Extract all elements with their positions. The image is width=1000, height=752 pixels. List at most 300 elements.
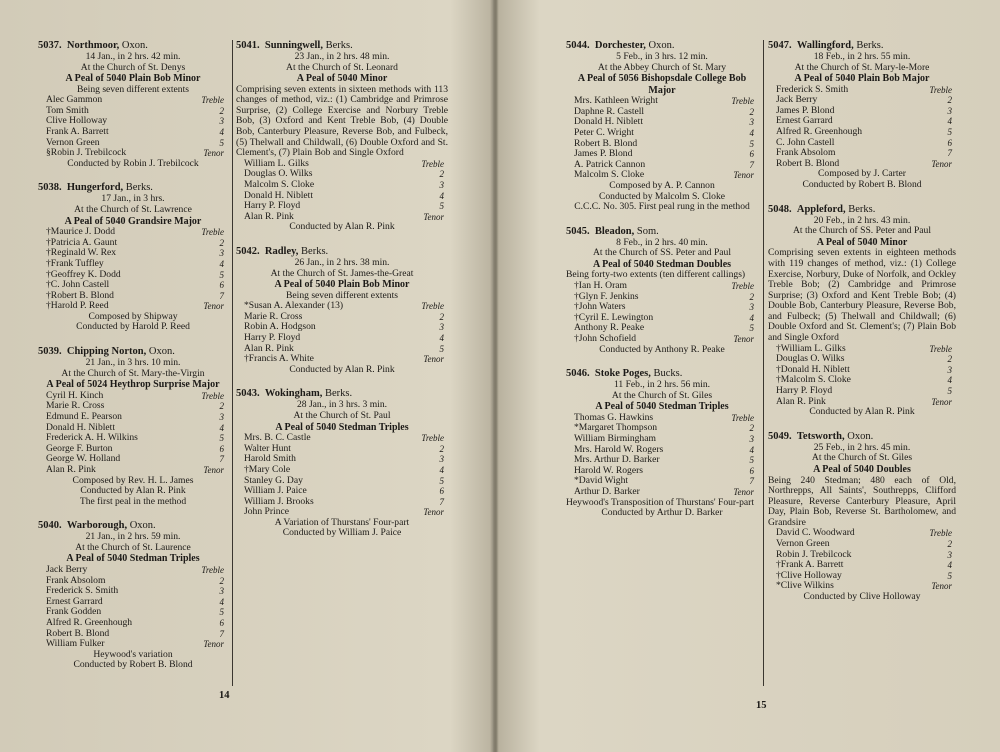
peal-title: A Peal of 5040 Grandsire Major <box>64 215 202 227</box>
place-name: Appleford, <box>796 203 846 215</box>
column-rule-right-page <box>763 40 764 686</box>
ringer-name: Frank Absolom <box>46 574 106 586</box>
ringer-name: Douglas O. Wilks <box>244 168 313 180</box>
ringer-name: Walter Hunt <box>244 442 291 454</box>
bell-position: 2 <box>219 575 224 586</box>
ringer-name: Ernest Garrard <box>46 595 103 607</box>
right-page-column-2 <box>768 40 956 616</box>
peal-title: A Peal of 5040 Plain Bob Major <box>794 73 930 85</box>
bell-position: Tenor <box>931 581 952 592</box>
peal-entry <box>38 182 228 333</box>
ringer-name: Donald H. Niblett <box>574 116 644 128</box>
bell-position: 3 <box>749 117 754 128</box>
peal-number: 5038. <box>38 182 62 194</box>
peal-title: A Peal of 5040 Plain Bob Minor <box>274 279 410 291</box>
bell-position: 4 <box>439 333 444 344</box>
peal-detail-line: 26 Jan., in 2 hrs. 38 min. <box>294 257 390 268</box>
bell-position: 4 <box>749 312 754 323</box>
peal-detail-line: 28 Jan., in 3 hrs. 3 min. <box>296 399 388 411</box>
peal-footnote: C.C.C. No. 305. First peal rung in the method <box>574 201 750 213</box>
peal-detail-line: At the Church of SS. Peter and Paul <box>592 247 732 259</box>
peal-entry <box>38 346 228 507</box>
ringer-name: Douglas O. Wilks <box>776 353 845 365</box>
bell-position: 5 <box>219 433 224 444</box>
place-name: Wallingford, <box>796 40 854 51</box>
ringer-row <box>566 281 758 292</box>
ringer-name: *Susan A. Alexander (13) <box>244 300 344 312</box>
ringer-name: Alan R. Pink <box>244 210 294 222</box>
bell-position: Treble <box>929 343 952 354</box>
bell-position: 3 <box>439 322 444 333</box>
bell-position: 5 <box>749 138 754 149</box>
ringer-name: †Geoffrey K. Dodd <box>46 268 121 280</box>
ringer-name: C. John Castell <box>776 136 835 148</box>
ringer-name: Clive Holloway <box>46 115 108 127</box>
peal-detail-line: 18 Feb., in 2 hrs. 55 min. <box>813 51 911 62</box>
bell-position: Treble <box>731 96 754 107</box>
bell-position: 3 <box>219 248 224 259</box>
bell-position: 5 <box>219 607 224 618</box>
bell-position: Tenor <box>423 507 444 518</box>
ringer-name: Frank A. Barrett <box>46 126 109 138</box>
ringer-name: Harold Smith <box>244 453 296 465</box>
ringer-name: Harry P. Floyd <box>244 332 301 344</box>
peal-detail-line: At the Church of St. Giles <box>611 389 713 401</box>
peal-title: A Peal of 5040 Minor <box>296 73 388 85</box>
peal-detail-line: 23 Jan., in 2 hrs. 48 min. <box>294 51 390 62</box>
bell-position: Treble <box>421 301 444 312</box>
peal-title: A Peal of 5040 Doubles <box>813 464 911 475</box>
page-number-right: 15 <box>756 700 767 711</box>
ringer-name: Frederick S. Smith <box>46 585 119 597</box>
county: Berks. <box>301 246 329 257</box>
bell-position: 4 <box>219 258 224 269</box>
bell-position: 4 <box>947 560 952 571</box>
place-name: Warborough, <box>66 520 128 532</box>
bell-position: 5 <box>947 570 952 581</box>
ringer-row <box>236 465 448 476</box>
peal-footnote: A Variation of Thurstans' Four-part <box>274 516 410 528</box>
ringer-name: Mrs. Harold W. Rogers <box>574 443 664 455</box>
peal-detail-line: 14 Jan., in 2 hrs. 42 min. <box>85 51 181 62</box>
ringer-row <box>38 465 228 476</box>
ringer-name: William L. Gilks <box>244 157 309 169</box>
peal-footnote: Conducted by William J. Paice <box>282 527 402 539</box>
peal-entry <box>768 204 956 418</box>
peal-description: Being seven different extents <box>77 83 189 95</box>
left-page-column-1 <box>38 40 228 684</box>
bell-position: 6 <box>219 280 224 291</box>
ringer-name: William Birmingham <box>574 433 656 445</box>
peal-number: 5042. <box>236 246 260 257</box>
ringer-name: Vernon Green <box>776 538 830 550</box>
ringer-name: Robert B. Blond <box>574 137 638 149</box>
column-rule-left-page <box>232 40 233 686</box>
ringer-name: *Clive Wilkins <box>776 580 834 592</box>
peal-detail-line: 25 Feb., in 2 hrs. 45 min. <box>813 441 911 453</box>
bell-position: 2 <box>749 106 754 117</box>
county: Berks. <box>125 182 153 194</box>
peal-entry <box>768 40 956 191</box>
bell-position: 7 <box>947 148 952 159</box>
bell-position: 2 <box>219 105 224 116</box>
ringer-name: †Mary Cole <box>244 463 291 475</box>
peal-number: 5049. <box>768 430 792 442</box>
ringer-name: Harry P. Floyd <box>244 200 301 212</box>
bell-position: 3 <box>947 549 952 560</box>
peal-entry <box>236 40 448 233</box>
peal-title: A Peal of 5040 Stedman Doubles <box>592 258 732 270</box>
peal-footnote: Conducted by Robert B. Blond <box>73 659 193 671</box>
entry-heading <box>768 431 956 443</box>
peal-entry <box>38 40 228 169</box>
peal-footnote: Composed by Rev. H. L. James <box>72 474 194 486</box>
bell-position: 5 <box>947 127 952 138</box>
bell-position: 2 <box>439 443 444 454</box>
bell-position: 5 <box>439 343 444 354</box>
peal-detail-line: At the Church of St. Lawrence <box>74 204 192 216</box>
right-page-column-1 <box>566 40 758 532</box>
bell-position: 5 <box>219 269 224 280</box>
bell-position: 7 <box>219 290 224 301</box>
bell-position: 6 <box>947 137 952 148</box>
peal-entry <box>236 388 448 539</box>
ringer-name: John Prince <box>244 506 290 518</box>
ringer-name: Jack Berry <box>46 563 88 575</box>
ringer-name: Frank Absolom <box>776 147 836 159</box>
ringer-name: Alan R. Pink <box>776 395 826 407</box>
bell-position: Tenor <box>931 158 952 169</box>
bell-position: 2 <box>947 539 952 550</box>
entry-heading <box>768 204 956 216</box>
ringer-name: William Fulker <box>46 638 105 650</box>
peal-number: 5040. <box>38 520 62 532</box>
ringer-name: Peter C. Wright <box>574 126 634 138</box>
peal-footnote: Conducted by Anthony R. Peake <box>599 343 725 355</box>
peal-footnote: Conducted by Robert B. Blond <box>802 179 922 191</box>
bell-position: 5 <box>749 455 754 466</box>
peal-description: Comprising seven extents in sixteen methods with 113 changes of method, viz.: (1) Cambridge and Primrose Surprise, (2) College Exercise and Norbury Treble Bob, (3) Oxford and Kent Treble Bob, (4) Double Bob, Canterbury Pleasure, Reverse Bob, and Fulbeck, (5) Thelwall and Childwall, (6) Double Oxford and St. Clement's, (7) Plain Bob and Single Oxford <box>236 83 448 159</box>
peal-entry <box>768 431 956 603</box>
bell-position: 2 <box>749 423 754 434</box>
peal-entry <box>566 368 758 519</box>
county: Oxon. <box>648 40 675 51</box>
county: Som. <box>636 225 659 237</box>
place-name: Wokingham, <box>264 388 323 400</box>
ringer-name: Marie R. Cross <box>46 400 105 412</box>
peal-number: 5039. <box>38 346 62 358</box>
ringer-name: Donald H. Niblett <box>46 421 116 433</box>
ringer-name: †Harold P. Reed <box>46 300 109 312</box>
ringer-name: William J. Paice <box>244 485 307 497</box>
peal-title: A Peal of 5056 Bishopsdale College Bob Major <box>577 73 747 96</box>
peal-entry <box>566 226 758 355</box>
bell-position: 3 <box>219 411 224 422</box>
bell-position: 5 <box>439 475 444 486</box>
bell-position: 2 <box>749 291 754 302</box>
peal-detail-line: 21 Jan., in 2 hrs. 59 min. <box>85 531 181 543</box>
ringer-name: Tom Smith <box>46 104 89 116</box>
county: Oxon. <box>129 520 156 532</box>
ringer-name: Harry P. Floyd <box>776 385 833 397</box>
bell-position: 4 <box>219 596 224 607</box>
ringer-name: †Reginald W. Rex <box>46 247 117 259</box>
bell-position: Treble <box>421 158 444 169</box>
ringer-name: Ernest Garrard <box>776 115 833 127</box>
bell-position: 6 <box>439 486 444 497</box>
ringer-name: †Malcolm S. Cloke <box>776 374 851 386</box>
peal-title: A Peal of 5040 Minor <box>816 236 908 248</box>
bell-position: 2 <box>219 401 224 412</box>
ringer-name: Mrs. Kathleen Wright <box>574 95 658 107</box>
peal-number: 5043. <box>236 388 260 400</box>
ringer-name: Marie R. Cross <box>244 310 303 322</box>
bell-position: 4 <box>749 444 754 455</box>
county: Bucks. <box>653 368 683 380</box>
bell-position: 3 <box>749 434 754 445</box>
ringer-name: Alan R. Pink <box>46 463 96 475</box>
peal-number: 5044. <box>566 40 590 51</box>
peal-footnote: Conducted by Robin J. Trebilcock <box>67 157 199 169</box>
bell-position: 3 <box>749 302 754 313</box>
ringer-name: †Frank A. Barrett <box>776 559 844 571</box>
bell-position: Tenor <box>733 487 754 497</box>
ringer-name: Malcolm S. Cloke <box>574 169 645 181</box>
peal-footnote: Conducted by Clive Holloway <box>803 591 921 603</box>
county: Berks. <box>856 40 884 51</box>
bell-position: Treble <box>421 433 444 444</box>
ringer-name: Robert B. Blond <box>46 627 110 639</box>
ringer-name: Harold W. Rogers <box>574 464 644 476</box>
ringer-name: Stanley G. Day <box>244 474 303 486</box>
bell-position: 3 <box>947 364 952 375</box>
bell-position: Tenor <box>203 639 224 650</box>
bell-position: 6 <box>219 443 224 454</box>
ringer-name: James P. Blond <box>574 148 633 160</box>
peal-entry <box>566 40 758 213</box>
peal-footnote: Conducted by Alan R. Pink <box>809 406 915 418</box>
ringer-name: †William L. Gilks <box>776 342 846 354</box>
bell-position: 3 <box>439 454 444 465</box>
peal-footnote: Heywood's Transposition of Thurstans' Four-part <box>566 496 755 508</box>
ringer-row <box>38 259 228 270</box>
peal-title: A Peal of 5040 Plain Bob Minor <box>65 73 201 85</box>
place-name: Tetsworth, <box>796 430 845 442</box>
bell-position: Tenor <box>733 170 754 181</box>
ringer-row <box>38 412 228 423</box>
ringer-name: Jack Berry <box>776 94 818 106</box>
ringer-name: *David Wight <box>574 475 629 487</box>
peal-number: 5045. <box>566 225 590 237</box>
bell-position: 4 <box>439 190 444 201</box>
bell-position: 3 <box>219 586 224 597</box>
bell-position: 7 <box>749 159 754 170</box>
ringer-name: Cyril H. Kinch <box>46 389 104 401</box>
bell-position: Tenor <box>423 354 444 365</box>
bell-position: Tenor <box>423 211 444 222</box>
peal-detail-line: 20 Feb., in 2 hrs. 43 min. <box>813 214 911 226</box>
peal-title: A Peal of 5040 Stedman Triples <box>275 421 409 433</box>
ringer-name: Alec Gammon <box>46 94 103 106</box>
bell-position: 2 <box>219 237 224 248</box>
bell-position: 3 <box>947 105 952 116</box>
bell-position: Treble <box>929 84 952 95</box>
bell-position: 4 <box>749 127 754 138</box>
peal-footnote: Composed by A. P. Cannon <box>609 179 715 191</box>
peal-detail-line: 21 Jan., in 3 hrs. 10 min. <box>85 357 181 369</box>
place-name: Sunningwell, <box>264 40 323 51</box>
place-name: Hungerford, <box>66 182 124 194</box>
bell-position: 7 <box>219 454 224 465</box>
ringer-name: Robin A. Hodgson <box>244 321 316 333</box>
ringer-name: †John Schofield <box>574 332 637 344</box>
bell-position: 6 <box>749 149 754 160</box>
peal-footnote: Composed by J. Carter <box>818 168 906 180</box>
ringer-row <box>38 565 228 576</box>
bell-position: Tenor <box>203 301 224 312</box>
ringer-name: §Robin J. Trebilcock <box>46 147 127 159</box>
bell-position: 2 <box>439 311 444 322</box>
page-number-left: 14 <box>219 690 230 701</box>
bell-position: 2 <box>947 95 952 106</box>
ringer-row <box>566 334 758 345</box>
peal-footnote: Heywood's variation <box>93 648 173 660</box>
peal-number: 5046. <box>566 368 590 380</box>
bell-position: 7 <box>219 628 224 639</box>
peal-footnote: Conducted by Harold P. Reed <box>76 321 190 333</box>
ringer-name: Robin J. Trebilcock <box>776 548 852 560</box>
ringer-name: Frederick S. Smith <box>776 83 849 95</box>
bell-position: Treble <box>929 528 952 539</box>
bell-position: Tenor <box>931 396 952 407</box>
peal-detail-line: At the Church of SS. Peter and Paul <box>792 225 932 237</box>
peal-title: A Peal of 5024 Heythrop Surprise Major <box>46 379 220 391</box>
peal-detail-line: At the Church of St. Mary-le-More <box>794 61 930 73</box>
ringer-name: Robert B. Blond <box>776 157 840 169</box>
ringer-name: †Francis A. White <box>244 353 314 365</box>
bell-position: Treble <box>201 227 224 238</box>
peal-detail-line: At the Church of St. Giles <box>811 452 913 464</box>
bell-position: 2 <box>439 169 444 180</box>
ringer-name: William J. Brooks <box>244 495 314 507</box>
ringer-name: †Glyn F. Jenkins <box>574 290 639 302</box>
peal-description: Being forty-two extents (ten different callings) <box>566 269 746 281</box>
ringer-name: Frank Godden <box>46 606 102 618</box>
bell-position: 6 <box>219 617 224 628</box>
bell-position: Tenor <box>733 333 754 344</box>
ringer-name: Frederick A. H. Wilkins <box>46 432 138 444</box>
place-name: Northmoor, <box>66 40 120 51</box>
bell-position: Treble <box>201 564 224 575</box>
peal-detail-line: 17 Jan., in 3 hrs. <box>101 193 165 205</box>
peal-footnote: Conducted by Alan R. Pink <box>289 221 395 233</box>
bell-position: 5 <box>749 323 754 334</box>
peal-detail-line: At the Abbey Church of St. Mary <box>597 61 727 73</box>
peal-number: 5048. <box>768 203 792 215</box>
ringer-name: Mrs. B. C. Castle <box>244 432 311 444</box>
county: Berks. <box>848 203 876 215</box>
ringer-name: †Frank Tuffley <box>46 257 104 269</box>
bell-position: 4 <box>947 375 952 386</box>
ringer-name: †C. John Castell <box>46 279 110 291</box>
ringer-row <box>566 487 758 498</box>
bell-position: 6 <box>749 465 754 476</box>
ringer-name: †Ian H. Oram <box>574 280 628 291</box>
ringer-name: Edmund E. Pearson <box>46 410 122 422</box>
ringer-name: †Patricia A. Gaunt <box>46 236 118 248</box>
bell-position: 4 <box>219 127 224 138</box>
ringer-name: Vernon Green <box>46 136 100 148</box>
ringer-name: Arthur D. Barker <box>574 486 640 497</box>
book-spine <box>490 0 498 752</box>
ringer-name: †Donald H. Niblett <box>776 363 850 375</box>
ringer-name: George F. Burton <box>46 442 113 454</box>
bell-position: Tenor <box>203 148 224 159</box>
ringer-name: Thomas G. Hawkins <box>574 411 654 423</box>
ringer-name: A. Patrick Cannon <box>574 158 646 170</box>
ringer-name: Alfred R. Greenhough <box>776 126 863 138</box>
peal-number: 5037. <box>38 40 62 51</box>
peal-title: A Peal of 5040 Stedman Triples <box>66 553 200 565</box>
bell-position: 4 <box>947 116 952 127</box>
peal-detail-line: At the Church of St. Leonard <box>286 61 398 73</box>
bell-position: Tenor <box>203 464 224 475</box>
bell-position: Treble <box>731 412 754 423</box>
peal-footnote: Composed by Shipway <box>88 310 178 322</box>
place-name: Dorchester, <box>594 40 646 51</box>
peal-number: 5047. <box>768 40 792 51</box>
ringer-name: Donald H. Niblett <box>244 189 314 201</box>
peal-description: Being 240 Stedman; 480 each of Old, Northrepps, All Saints', Southrepps, Clifford Pleasure, Reverse Canterbury Pleasure, April Day, Plain Bob, Reverse St. Bartholomew, and Grandsire <box>768 474 956 528</box>
bell-position: Treble <box>731 281 754 291</box>
bell-position: 7 <box>749 476 754 487</box>
county: Berks. <box>324 388 353 400</box>
peal-detail-line: At the Church of St. Paul <box>293 410 391 422</box>
bell-position: 5 <box>219 137 224 148</box>
county: Oxon. <box>847 430 874 442</box>
entry-heading <box>566 226 758 238</box>
peal-footnote: Conducted by Arthur D. Barker <box>601 507 723 519</box>
bell-position: Treble <box>201 390 224 401</box>
ringer-name: David C. Woodward <box>776 527 855 539</box>
peal-detail-line: At the Church of St. James-the-Great <box>270 267 414 279</box>
bell-position: 3 <box>439 180 444 191</box>
bell-position: 5 <box>439 201 444 212</box>
ringer-row <box>566 128 758 139</box>
peal-description: Being seven different extents <box>286 289 398 301</box>
place-name: Radley, <box>264 246 299 257</box>
peal-entry <box>38 520 228 671</box>
peal-footnote: Conducted by Malcolm S. Cloke <box>598 190 726 202</box>
peal-description: Comprising seven extents in eighteen methods with 119 changes of method, viz.: (1) College Exercise, Norbury, Duke of Norfolk, and Ockley Treble Bob; (2) Cambridge and Primrose Surprise; (3) Oxford and Kent Treble Bob; (4) Double Bob, Canterbury Pleasure, Reverse Bob, and Fulbeck; (5) Thelwall and Childwall; (6) Double Oxford and St. Clement's; (7) Plain Bob and Single Oxford <box>768 247 956 344</box>
peal-number: 5041. <box>236 40 260 51</box>
place-name: Chipping Norton, <box>66 346 147 358</box>
bell-position: 4 <box>219 422 224 433</box>
peal-detail-line: At the Church of St. Laurence <box>75 541 191 553</box>
ringer-name: †John Waters <box>574 301 626 313</box>
bell-position: Treble <box>201 95 224 106</box>
bell-position: 3 <box>219 116 224 127</box>
peal-detail-line: 11 Feb., in 2 hrs. 56 min. <box>613 379 711 391</box>
ringer-name: James P. Blond <box>776 104 835 116</box>
ringer-name: Daphne R. Castell <box>574 105 645 117</box>
ringer-name: Alfred R. Greenhough <box>46 616 133 628</box>
place-name: Bleadon, <box>594 225 635 237</box>
peal-footnote: Conducted by Alan R. Pink <box>80 485 186 497</box>
ringer-name: George W. Holland <box>46 453 121 465</box>
ringer-row <box>38 618 228 629</box>
ringer-name: Mrs. Arthur D. Barker <box>574 454 660 466</box>
